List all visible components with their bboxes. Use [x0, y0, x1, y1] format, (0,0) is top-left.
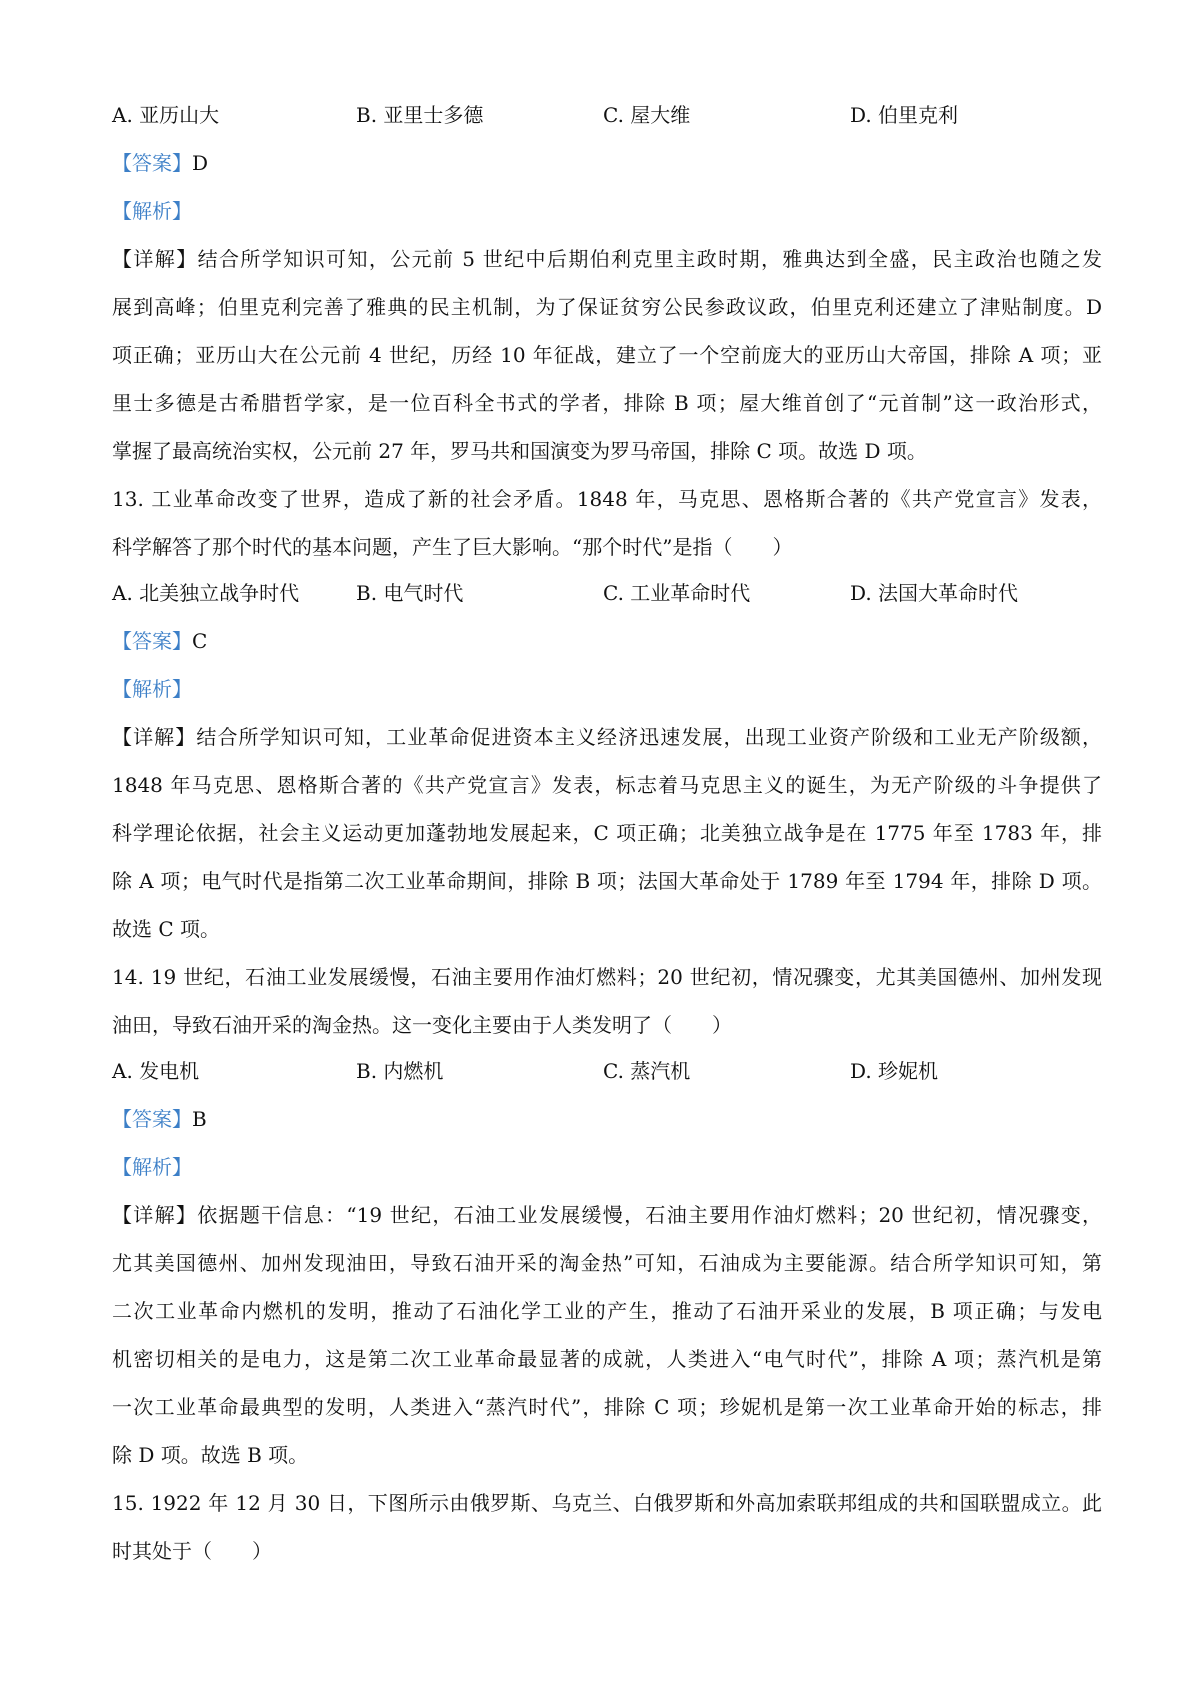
q13-analysis [112, 674, 1102, 704]
q13-answer-value: C [192, 629, 208, 653]
q12-option-b: B. 亚里士多德 [356, 103, 484, 127]
detail-label: 【详解】 [112, 247, 198, 271]
q14-answer [112, 1104, 1102, 1134]
q14-option-c: C. 蒸汽机 [603, 1059, 691, 1083]
q14-detail-text-1: 依据题干信息：“19 世纪，石油工业发展缓慢，石油主要用作油灯燃料；20 世纪初，情况骤变， [197, 1203, 1103, 1227]
q12-detail-line-5: 掌握了最高统治实权，公元前 27 年，罗马共和国演变为罗马帝国，排除 C 项。故选 D 项。 [112, 439, 927, 463]
q13-detail-text-1: 结合所学知识可知，工业革命促进资本主义经济迅速发展，出现工业资产阶级和工业无产阶级额， [196, 725, 1103, 749]
q12-analysis [112, 196, 1102, 226]
q14-option-b: B. 内燃机 [356, 1059, 444, 1083]
q14-detail-line-1 [112, 1200, 1102, 1230]
q13-stem-line-1: 13. 工业革命改变了世界，造成了新的社会矛盾。1848 年，马克思、恩格斯合著的《共产党宣言》发表， [112, 487, 1102, 511]
q14-detail-line-3: 二次工业革命内燃机的发明，推动了石油化学工业的产生，推动了石油开采业的发展，B 项正确；与发电 [112, 1299, 1102, 1323]
answer-label: 【答案】 [112, 629, 192, 653]
q14-stem-line-2: 油田，导致石油开采的淘金热。这一变化主要由于人类发明了（ ） [112, 1013, 732, 1037]
q13-option-d: D. 法国大革命时代 [850, 581, 1019, 605]
q12-option-c: C. 屋大维 [603, 103, 691, 127]
q15-stem-line-1: 15. 1922 年 12 月 30 日，下图所示由俄罗斯、乌克兰、白俄罗斯和外高加索联邦组成的共和国联盟成立。此 [112, 1491, 1102, 1515]
q14-answer-value: B [192, 1107, 207, 1131]
q12-detail-line-2: 展到高峰；伯里克利完善了雅典的民主机制，为了保证贫穷公民参政议政，伯里克利还建立了津贴制度。D [112, 295, 1102, 319]
analysis-label: 【解析】 [112, 677, 192, 701]
q12-option-a: A. 亚历山大 [112, 103, 220, 127]
q13-stem-line-2: 科学解答了那个时代的基本问题，产生了巨大影响。“那个时代”是指（ ） [112, 535, 793, 559]
q13-option-c: C. 工业革命时代 [603, 581, 751, 605]
analysis-label: 【解析】 [112, 199, 192, 223]
q12-answer [112, 148, 1102, 178]
q15-stem-line-2: 时其处于（ ） [112, 1539, 272, 1563]
q13-option-a: A. 北美独立战争时代 [112, 581, 300, 605]
q12-answer-value: D [192, 151, 209, 175]
q14-analysis [112, 1152, 1102, 1182]
q12-detail-line-1 [112, 244, 1102, 274]
q13-answer [112, 626, 1102, 656]
q12-detail-line-3: 项正确；亚历山大在公元前 4 世纪，历经 10 年征战，建立了一个空前庞大的亚历山大帝国，排除 A 项；亚 [112, 343, 1102, 367]
q12-option-d: D. 伯里克利 [850, 103, 959, 127]
q14-option-a: A. 发电机 [112, 1059, 200, 1083]
analysis-label: 【解析】 [112, 1155, 192, 1179]
q13-detail-line-2: 1848 年马克思、恩格斯合著的《共产党宣言》发表，标志着马克思主义的诞生，为无产阶级的斗争提供了 [112, 773, 1102, 797]
q14-detail-line-6: 除 D 项。故选 B 项。 [112, 1443, 309, 1467]
q14-detail-line-5: 一次工业革命最典型的发明，人类进入“蒸汽时代”，排除 C 项；珍妮机是第一次工业革命开始的标志，排 [112, 1395, 1102, 1419]
q13-detail-line-3: 科学理论依据，社会主义运动更加蓬勃地发展起来，C 项正确；北美独立战争是在 1775 年至 1783 年，排 [112, 821, 1102, 845]
q12-detail-line-4: 里士多德是古希腊哲学家，是一位百科全书式的学者，排除 B 项；屋大维首创了“元首制”这一政治形式， [112, 391, 1102, 415]
detail-label: 【详解】 [112, 1203, 198, 1227]
q13-detail-line-4: 除 A 项；电气时代是指第二次工业革命期间，排除 B 项；法国大革命处于 1789 年至 1794 年，排除 D 项。 [112, 869, 1102, 893]
q13-detail-line-1 [112, 722, 1102, 752]
q14-stem-line-1: 14. 19 世纪，石油工业发展缓慢，石油主要用作油灯燃料；20 世纪初，情况骤变，尤其美国德州、加州发现 [112, 965, 1102, 989]
detail-label: 【详解】 [112, 725, 197, 749]
q13-option-b: B. 电气时代 [356, 581, 464, 605]
q12-detail-text-1: 结合所学知识可知，公元前 5 世纪中后期伯利克里主政时期，雅典达到全盛，民主政治也随之发 [197, 247, 1102, 271]
q14-detail-line-4: 机密切相关的是电力，这是第二次工业革命最显著的成就，人类进入“电气时代”，排除 A 项；蒸汽机是第 [112, 1347, 1102, 1371]
q14-option-d: D. 珍妮机 [850, 1059, 939, 1083]
answer-label: 【答案】 [112, 151, 192, 175]
answer-label: 【答案】 [112, 1107, 192, 1131]
q13-detail-line-5: 故选 C 项。 [112, 917, 221, 941]
q14-detail-line-2: 尤其美国德州、加州发现油田，导致石油开采的淘金热”可知，石油成为主要能源。结合所学知识可知，第 [112, 1251, 1102, 1275]
